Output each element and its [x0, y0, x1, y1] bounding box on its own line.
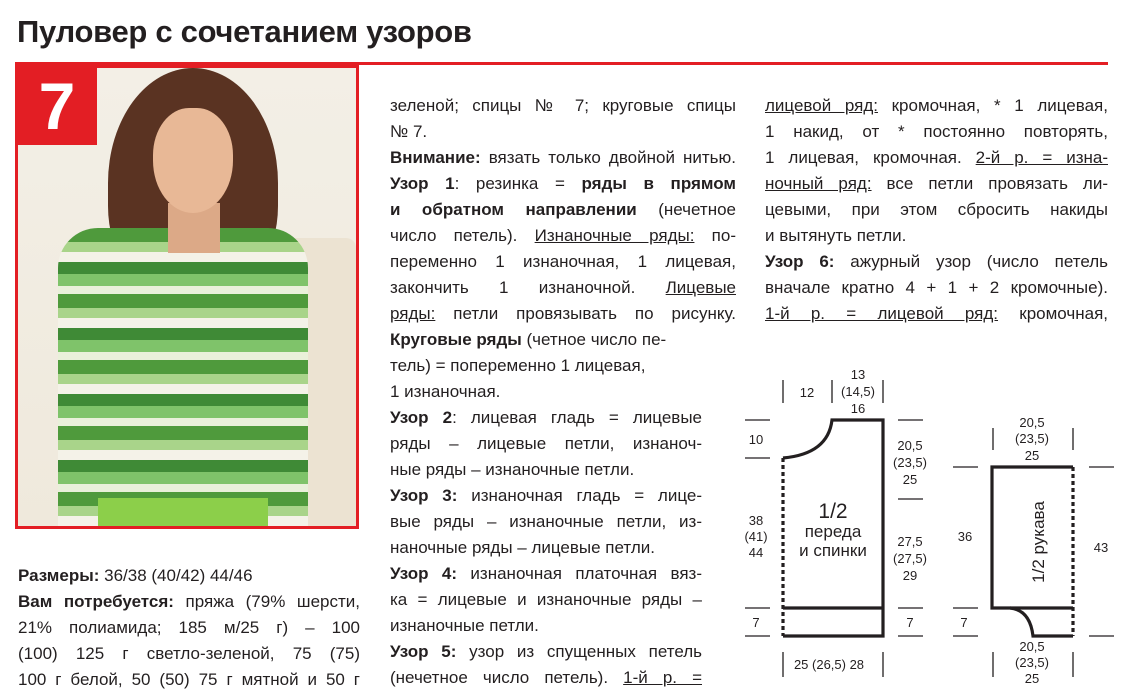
text-segment: ные ряды – изнаночные петли. [390, 460, 635, 479]
text-segment: зеленой; спицы № 7; круговые спицы [390, 96, 736, 115]
photo-face [153, 108, 233, 213]
text-line [390, 405, 702, 431]
dim-sleeve-right: 43 [1093, 540, 1109, 555]
text-line [390, 665, 702, 691]
dim-sleeve-rib: 7 [960, 615, 968, 630]
text-segment: 21% полиамида; 185 м/25 г) – 100 [18, 618, 360, 637]
underlined-term: 1-й р. = лицевой ряд: [765, 304, 999, 323]
text-segment: изнаночная платочная вяз- [457, 564, 702, 583]
text-line [765, 275, 1108, 301]
text-line [765, 93, 1108, 119]
bold-term: Узор 6: [765, 252, 835, 271]
text-line [390, 223, 736, 249]
front-label-3: и спинки [799, 541, 867, 560]
bold-term: Узор 1 [390, 174, 455, 193]
text-segment: вначале кратно 4 + 1 + 2 кромочные). [765, 278, 1108, 297]
text-line [765, 197, 1108, 223]
dimension-ticks [745, 380, 1114, 677]
text-segment: 100 г белой, 50 (50) 75 г мятной и 50 г [18, 670, 360, 689]
text-line [18, 563, 360, 589]
bold-term: Внимание: [390, 148, 481, 167]
instructions-column-right [765, 93, 1108, 327]
dim-side-3: 44 [748, 545, 764, 560]
text-segment: кромочная, [998, 304, 1108, 323]
text-line [390, 509, 702, 535]
text-segment: переменно 1 изнаночная, 1 лицевая, [390, 252, 736, 271]
underlined-term: 1-й р. = [623, 668, 702, 687]
text-segment: (100) 125 г светло-зеленой, 75 (75) [18, 644, 360, 663]
text-line [390, 249, 736, 275]
dim-sleeve-top-3: 25 [1024, 448, 1040, 463]
text-segment: пряжа (79% шерсти, [173, 592, 360, 611]
text-segment: вязать только двойной нитью. [480, 148, 736, 167]
photo-skirt [98, 498, 268, 529]
instructions-column-middle [390, 93, 736, 691]
dim-sleeve-bottom-3: 25 [1024, 671, 1040, 686]
front-label-1: 1/2 [818, 500, 848, 523]
pattern-schematic [740, 370, 1147, 699]
text-line [390, 327, 710, 353]
text-line [390, 613, 702, 639]
text-segment: ажурный узор (число петель [834, 252, 1108, 271]
text-line [765, 145, 1108, 171]
bold-term: Круговые ряды [390, 330, 522, 349]
underlined-term: Лицевые [665, 278, 736, 297]
text-line [390, 171, 736, 197]
text-line [390, 483, 702, 509]
dim-width: 25 (26,5) 28 [793, 657, 865, 672]
text-segment: кромочная, * 1 лицевая, [877, 96, 1108, 115]
text-segment: (четное число пе- [521, 330, 667, 349]
underlined-term: ряды: [390, 304, 436, 323]
text-line [390, 431, 702, 457]
dim-rib-right: 7 [906, 615, 914, 630]
text-line [390, 639, 702, 665]
text-segment: вые ряды – изнаночные петли, из- [390, 512, 702, 531]
text-segment: 1 лицевая, кромочная. [765, 148, 976, 167]
underlined-term: 2-й р. = изна- [975, 148, 1108, 167]
text-line [765, 249, 1108, 275]
bold-term: Узор 2 [390, 408, 453, 427]
dim-neck-width-2: (14,5) [841, 384, 875, 399]
text-line [390, 353, 710, 379]
dim-shoulder: 12 [799, 385, 815, 400]
text-line [390, 275, 736, 301]
text-line [390, 457, 702, 483]
text-line [765, 223, 1108, 249]
bold-term: Узор 5: [390, 642, 457, 661]
page-title: Пуловер с сочетанием узоров [17, 14, 472, 49]
dim-sleeve-bottom-2: (23,5) [1015, 655, 1049, 670]
text-segment: : лицевая гладь = лицевые [452, 408, 702, 427]
dim-side-1: 38 [748, 513, 764, 528]
text-segment: и вытянуть петли. [765, 226, 907, 245]
dim-neck-width-1: 13 [850, 370, 866, 382]
text-segment: 1 накид, от * постоянно повторять, [765, 122, 1108, 141]
text-line [390, 93, 736, 119]
dim-neck-depth: 10 [748, 432, 764, 447]
text-line [390, 379, 710, 405]
underlined-term: лицевой ряд: [765, 96, 878, 115]
dim-sleeve-left: 36 [957, 529, 973, 544]
text-segment: № 7. [390, 122, 428, 141]
text-segment: 1 изнаночная. [390, 382, 501, 401]
text-segment: (нечетное [636, 200, 736, 219]
text-segment: тель) = попеременно 1 лицевая, [390, 356, 646, 375]
text-segment: узор из спущенных петель [456, 642, 702, 661]
pattern-number-badge: 7 [17, 67, 97, 145]
sleeve-label: 1/2 рукава [1029, 501, 1048, 583]
text-line [765, 301, 1108, 327]
dim-neck-width-3: 16 [850, 401, 866, 416]
text-segment: число петель). [390, 226, 535, 245]
text-segment: изнаночные петли. [390, 616, 539, 635]
text-line [390, 145, 736, 171]
text-segment: цевыми, при этом сбросить накиды [765, 200, 1108, 219]
text-segment: петли провязывать по рисунку. [435, 304, 736, 323]
front-label-2: переда [804, 522, 862, 541]
text-line [18, 641, 360, 667]
bold-term: ряды в прямом [581, 174, 736, 193]
text-segment: : резинка = [454, 174, 582, 193]
dim-to-armhole-3: 29 [902, 568, 918, 583]
text-line [390, 301, 736, 327]
text-segment: по- [694, 226, 736, 245]
text-line [18, 615, 360, 641]
dim-armhole-1: 20,5 [897, 438, 923, 453]
text-line [390, 561, 702, 587]
text-segment: все петли провязать ли- [871, 174, 1108, 193]
bold-term: Вам потребуется: [18, 592, 174, 611]
dim-to-armhole-1: 27,5 [897, 534, 923, 549]
dim-sleeve-top-1: 20,5 [1019, 415, 1045, 430]
text-segment: (нечетное число петель). [390, 668, 624, 687]
bold-term: Узор 3: [390, 486, 458, 505]
text-line [765, 171, 1108, 197]
dim-to-armhole-2: (27,5) [893, 551, 927, 566]
photo-sweater [58, 228, 308, 528]
text-segment: 36/38 (40/42) 44/46 [99, 566, 253, 585]
dim-armhole-3: 25 [902, 472, 918, 487]
bold-term: Узор 4: [390, 564, 458, 583]
text-segment: ка = лицевые и изнаночные ряды – [390, 590, 702, 609]
text-segment: ряды – лицевые петли, изнаноч- [390, 434, 702, 453]
dim-side-2: (41) [744, 529, 768, 544]
text-line [390, 587, 702, 613]
text-line [18, 589, 360, 615]
text-line [765, 119, 1108, 145]
text-line [390, 197, 736, 223]
dim-sleeve-top-2: (23,5) [1015, 431, 1049, 446]
front-labels [744, 370, 927, 672]
materials-column [18, 563, 360, 693]
dim-sleeve-bottom-1: 20,5 [1019, 639, 1045, 654]
text-segment: изнаночная гладь = лице- [457, 486, 702, 505]
dim-armhole-2: (23,5) [893, 455, 927, 470]
text-segment: закончить 1 изнаночной. [390, 278, 666, 297]
bold-term: Размеры: [18, 566, 100, 585]
underlined-term: ночный ряд: [765, 174, 872, 193]
sleeve-labels [958, 415, 1108, 686]
text-line [390, 535, 702, 561]
dim-rib-left: 7 [752, 615, 760, 630]
text-segment: наночные ряды – лицевые петли. [390, 538, 655, 557]
text-line [18, 667, 360, 693]
text-line [390, 119, 736, 145]
bold-term: и обратном направлении [390, 200, 637, 219]
underlined-term: Изнаночные ряды: [534, 226, 695, 245]
